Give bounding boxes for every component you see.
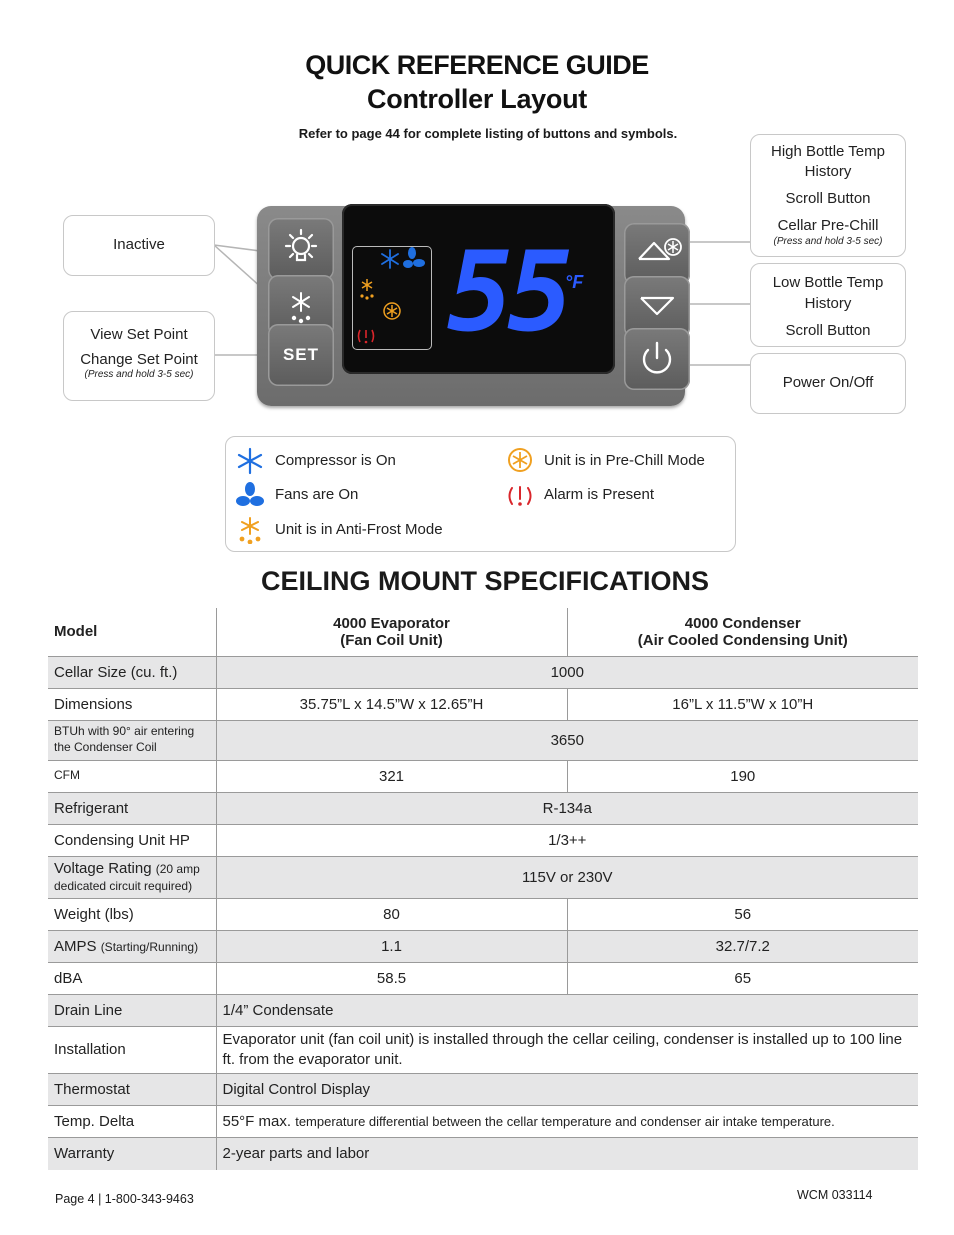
legend-alarm: Alarm is Present [544, 486, 655, 503]
row-value-warranty: 2-year parts and labor [216, 1138, 918, 1170]
prechill-legend-icon [506, 446, 534, 474]
row-label-voltage [48, 856, 216, 898]
legend-antifrost: Unit is in Anti-Frost Mode [275, 521, 443, 538]
row-value-temp-delta-note: temperature differential between the cellar temperature and condenser air intake temperature. [295, 1114, 835, 1129]
row-label-voltage-text: Voltage Rating [54, 859, 152, 877]
footer-doc-code: WCM 033114 [797, 1188, 873, 1202]
specifications-table [48, 608, 918, 1170]
row-value-dba-evap: 58.5 [216, 962, 567, 994]
row-value-cfm-evap: 321 [216, 760, 567, 792]
callout-view-set-point: View Set Point [90, 326, 188, 343]
row-value-cellar-size: 1000 [216, 656, 918, 688]
light-icon [268, 218, 334, 280]
row-value-voltage: 115V or 230V [216, 856, 918, 898]
anti-frost-status-icon [362, 279, 372, 291]
callout-change-set-point: Change Set Point [80, 351, 198, 368]
row-value-temp-delta-main: 55°F max. [222, 1113, 292, 1130]
row-value-cfm-cond: 190 [567, 760, 918, 792]
page-subtitle: Controller Layout [367, 84, 587, 114]
table-row [48, 824, 918, 856]
prechill-status-icon [384, 303, 400, 319]
header-evaporator [216, 608, 567, 656]
row-value-amps-evap: 1.1 [216, 930, 567, 962]
legend-prechill: Unit is in Pre-Chill Mode [544, 452, 705, 469]
callout-low-bottle-text: Low Bottle Temp History [772, 274, 884, 312]
callout-high-scroll: Scroll Button [785, 190, 871, 207]
row-label-cfm: CFM [48, 760, 216, 792]
power-button[interactable] [624, 328, 690, 390]
row-value-amps-cond: 32.7/7.2 [567, 930, 918, 962]
callout-inactive [63, 215, 215, 276]
row-label-hp: Condensing Unit HP [48, 824, 216, 856]
table-row [48, 1026, 918, 1074]
legend-compressor: Compressor is On [275, 452, 396, 469]
row-value-dba-cond: 65 [567, 962, 918, 994]
row-label-btuh: BTUh with 90° air entering the Condenser Coil [48, 720, 216, 760]
row-label-weight: Weight (lbs) [48, 898, 216, 930]
reference-note: Refer to page 44 for complete listing of buttons and symbols. [298, 126, 678, 141]
table-row [48, 1106, 918, 1138]
table-row [48, 760, 918, 792]
fan-status-icon [403, 247, 425, 268]
header-condenser-line2: (Air Cooled Condensing Unit) [637, 631, 848, 649]
table-row [48, 994, 918, 1026]
table-row [48, 792, 918, 824]
row-value-temp-delta [216, 1106, 918, 1138]
header-condenser [567, 608, 918, 656]
table-row [48, 856, 918, 898]
header-model: Model [48, 608, 216, 656]
callout-inactive-text: Inactive [113, 236, 165, 253]
set-button-label: SET [282, 345, 320, 364]
row-value-dimensions-evap: 35.75”L x 14.5”W x 12.65”H [216, 688, 567, 720]
legend-fans: Fans are On [275, 486, 359, 503]
light-button[interactable] [268, 218, 334, 280]
row-label-drain: Drain Line [48, 994, 216, 1026]
row-label-amps-note: (Starting/Running) [100, 939, 199, 954]
display-temperature: 55 [447, 228, 568, 356]
row-label-amps [48, 930, 216, 962]
compressor-status-icon [382, 250, 398, 268]
callout-cellar-prechill: Cellar Pre-Chill [777, 217, 879, 234]
callout-cellar-prechill-note: (Press and hold 3-5 sec) [773, 236, 883, 247]
display-unit: °F [565, 272, 584, 292]
table-row [48, 688, 918, 720]
table-row [48, 720, 918, 760]
callout-set-point [63, 311, 215, 401]
table-row [48, 962, 918, 994]
callout-power [750, 353, 906, 414]
row-label-dba: dBA [48, 962, 216, 994]
power-icon [624, 328, 690, 390]
table-row [48, 1074, 918, 1106]
table-row [48, 930, 918, 962]
specs-title: CEILING MOUNT SPECIFICATIONS [260, 566, 709, 596]
row-value-dimensions-cond: 16”L x 11.5”W x 10”H [567, 688, 918, 720]
row-label-warranty: Warranty [48, 1138, 216, 1170]
row-label-refrigerant: Refrigerant [48, 792, 216, 824]
row-label-cellar-size: Cellar Size (cu. ft.) [48, 656, 216, 688]
row-value-thermostat: Digital Control Display [216, 1074, 918, 1106]
compressor-legend-icon [236, 447, 264, 475]
table-row [48, 898, 918, 930]
row-label-thermostat: Thermostat [48, 1074, 216, 1106]
row-value-installation: Evaporator unit (fan coil unit) is installed through the cellar ceiling, condenser is installed up to 100 line ft. from the evaporator unit. [216, 1026, 918, 1074]
row-value-weight-cond: 56 [567, 898, 918, 930]
row-value-refrigerant: R-134a [216, 792, 918, 824]
table-row [48, 1138, 918, 1170]
alarm-status-icon [359, 330, 374, 342]
table-row [48, 656, 918, 688]
fan-legend-icon [236, 482, 264, 510]
row-value-weight-evap: 80 [216, 898, 567, 930]
row-value-hp: 1/3++ [216, 824, 918, 856]
header-evaporator-line1: 4000 Evaporator [333, 614, 450, 632]
callout-low-bottle [750, 263, 906, 347]
row-value-drain: 1/4” Condensate [216, 994, 918, 1026]
callout-power-text: Power On/Off [782, 374, 874, 391]
row-value-btuh: 3650 [216, 720, 918, 760]
alarm-legend-icon [506, 482, 534, 510]
row-label-installation: Installation [48, 1026, 216, 1074]
row-label-amps-text: AMPS [54, 937, 97, 955]
table-header-row [48, 608, 918, 656]
header-condenser-line1: 4000 Condenser [684, 614, 801, 632]
row-label-temp-delta: Temp. Delta [48, 1106, 216, 1138]
footer-page-phone: Page 4 | 1-800-343-9463 [55, 1192, 194, 1206]
row-label-dimensions: Dimensions [48, 688, 216, 720]
status-icon-panel [352, 246, 432, 350]
page-title: QUICK REFERENCE GUIDE [305, 50, 649, 80]
header-evaporator-line2: (Fan Coil Unit) [340, 631, 443, 649]
set-button[interactable] [268, 324, 334, 386]
callout-high-bottle-text: High Bottle Temp History [771, 143, 885, 180]
row-label-voltage-note: (20 amp dedicated circuit required) [54, 861, 200, 893]
callout-low-scroll: Scroll Button [785, 322, 871, 339]
anti-frost-legend-icon [236, 516, 264, 544]
callout-high-bottle [750, 134, 906, 257]
callout-change-set-point-note: (Press and hold 3-5 sec) [84, 369, 194, 380]
